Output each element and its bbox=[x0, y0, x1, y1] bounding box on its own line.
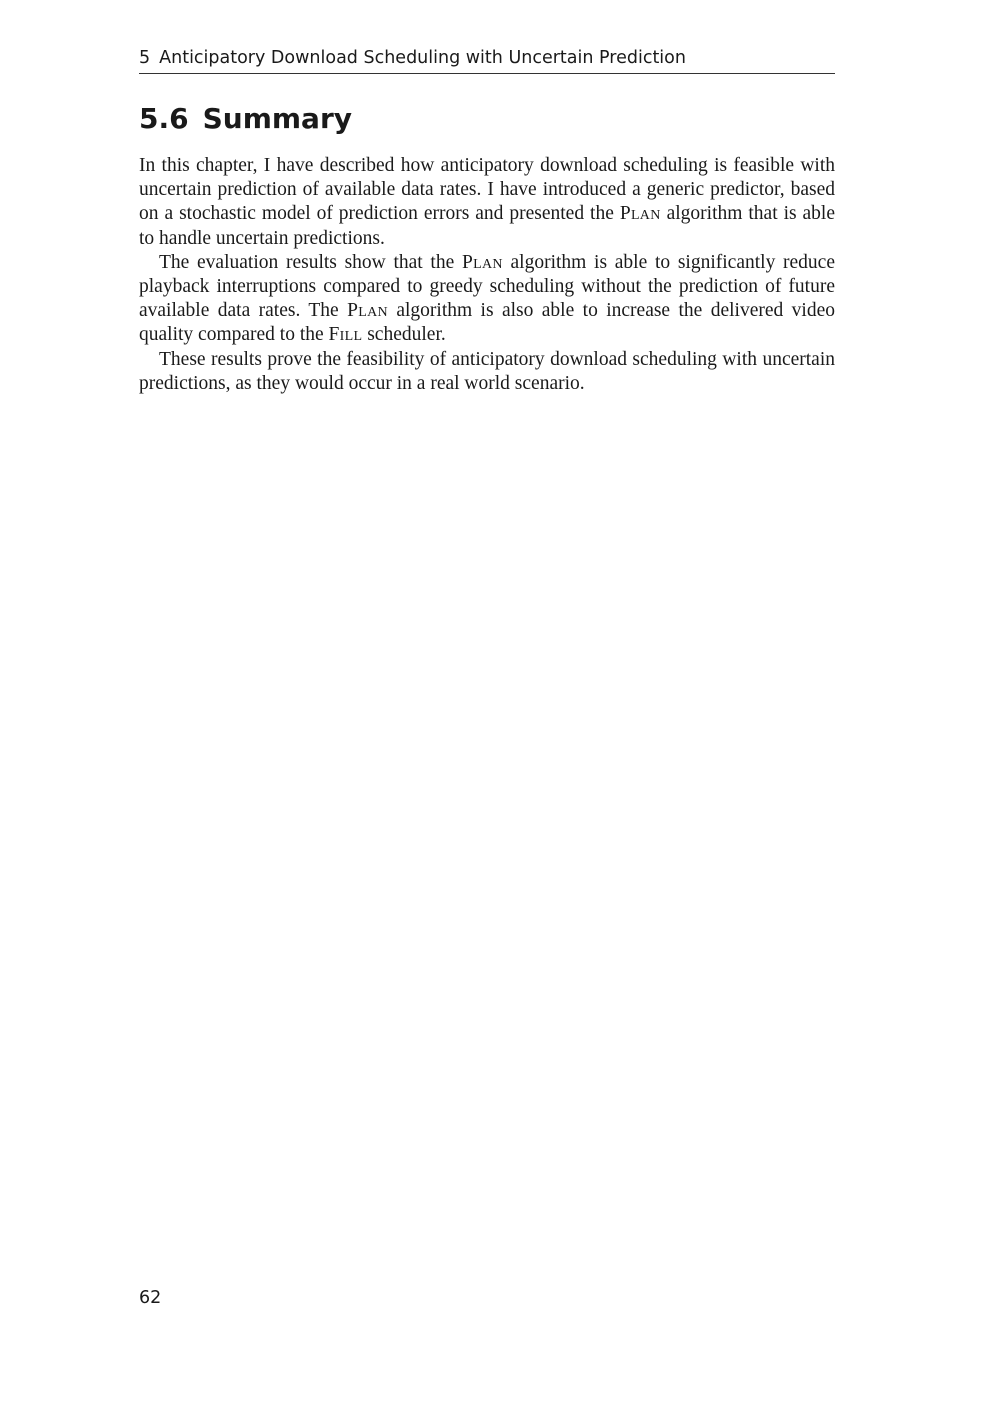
paragraph-2-text-b: algorithm is able to significantly reduce playback interruptions compared to greedy scheduling without the prediction of future available data rates. The bbox=[139, 251, 835, 322]
paragraph-1-text-b: algorithm that is able to handle uncertain predictions. bbox=[139, 203, 836, 249]
running-header bbox=[139, 46, 835, 74]
paragraph-2-text-a: The evaluation results show that the bbox=[159, 251, 462, 273]
section-heading bbox=[139, 100, 352, 138]
paragraph-2 bbox=[139, 251, 835, 348]
paragraph-1-text-a: In this chapter, I have described how anticipatory download scheduling is feasible with uncertain prediction of available data rates. I have introduced a generic predictor, based on a stochastic model of prediction errors and presented the bbox=[139, 155, 835, 225]
paragraph-2-text-d: scheduler. bbox=[362, 324, 446, 346]
plan-algorithm-name: Plan bbox=[461, 251, 503, 273]
plan-algorithm-name: Plan bbox=[619, 203, 661, 225]
paragraph-3 bbox=[139, 348, 835, 396]
page-number: 62 bbox=[139, 1288, 162, 1308]
header-chapter-title: Anticipatory Download Scheduling with Uncertain Prediction bbox=[159, 48, 686, 68]
paragraph-1 bbox=[139, 154, 835, 251]
paragraph-2-text-c: algorithm is also able to increase the delivered video quality compared to the bbox=[139, 300, 835, 346]
section-title: Summary bbox=[202, 102, 353, 135]
fill-scheduler-name: Fill bbox=[328, 324, 363, 346]
plan-algorithm-name: Plan bbox=[347, 300, 388, 322]
section-number: 5.6 bbox=[139, 102, 189, 135]
body-text bbox=[139, 154, 835, 396]
paragraph-3-text: These results prove the feasibility of anticipatory download scheduling with uncertain predictions, as they would occur in a real world scenario. bbox=[139, 348, 835, 394]
header-chapter-number: 5 bbox=[139, 48, 151, 68]
